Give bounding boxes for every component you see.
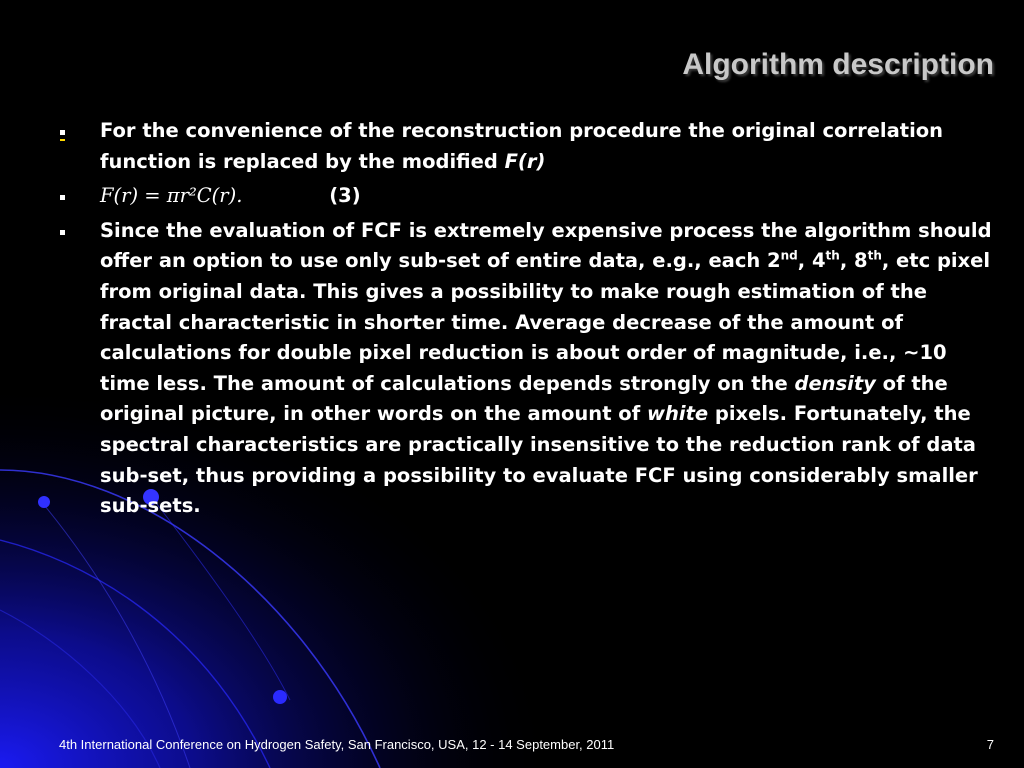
bullet-text: of the original picture, in other words on the amount of (100, 371, 948, 426)
slide-content (57, 116, 992, 526)
bullet-text-italic: white (646, 402, 709, 426)
superscript: nd (780, 248, 798, 263)
square-bullet-icon (60, 195, 65, 200)
bullet-text: , 4 (797, 249, 826, 273)
bullet-item (57, 181, 992, 212)
bullet-item (57, 216, 992, 522)
equation-number: (3) (329, 184, 361, 208)
square-bullet-icon (60, 130, 65, 135)
superscript: th (867, 248, 882, 263)
bullet-text: , etc pixel from original data. This gives a possibility to make rough estimation of the fractal characteristic in shorter time. Average decrease of the amount of calculations for double pixel reduction is about order of magnitude, i.e., ~10 time less. The amount of calculations depends strongly on the (100, 249, 991, 395)
square-bullet-icon (60, 230, 65, 235)
superscript: th (825, 248, 840, 263)
bullet-text: Since the evaluation of FCF is extremely expensive process the algorithm should offer an option to use only sub-set of entire data, e.g., each 2 (100, 218, 992, 273)
equation: F(r) = πr²C(r). (100, 184, 243, 208)
bullet-text: , 8 (839, 249, 868, 273)
bullet-text: pixels. Fortunately, the spectral characteristics are practically insensitive to the reduction rank of data sub-set, thus providing a possibility to evaluate FCF using considerably smaller sub-sets. (100, 402, 978, 518)
footer-text: 4th International Conference on Hydrogen Safety, San Francisco, USA, 12 - 14 September, 2011 (59, 737, 615, 752)
bullet-item (57, 116, 992, 177)
page-number: 7 (986, 737, 994, 752)
bullet-text: For the convenience of the reconstruction procedure the original correlation function is replaced by the modified (100, 119, 944, 173)
bullet-text-italic: F(r) (504, 149, 546, 173)
slide-title: Algorithm description (682, 48, 994, 81)
bullet-text-italic: density (794, 371, 876, 395)
